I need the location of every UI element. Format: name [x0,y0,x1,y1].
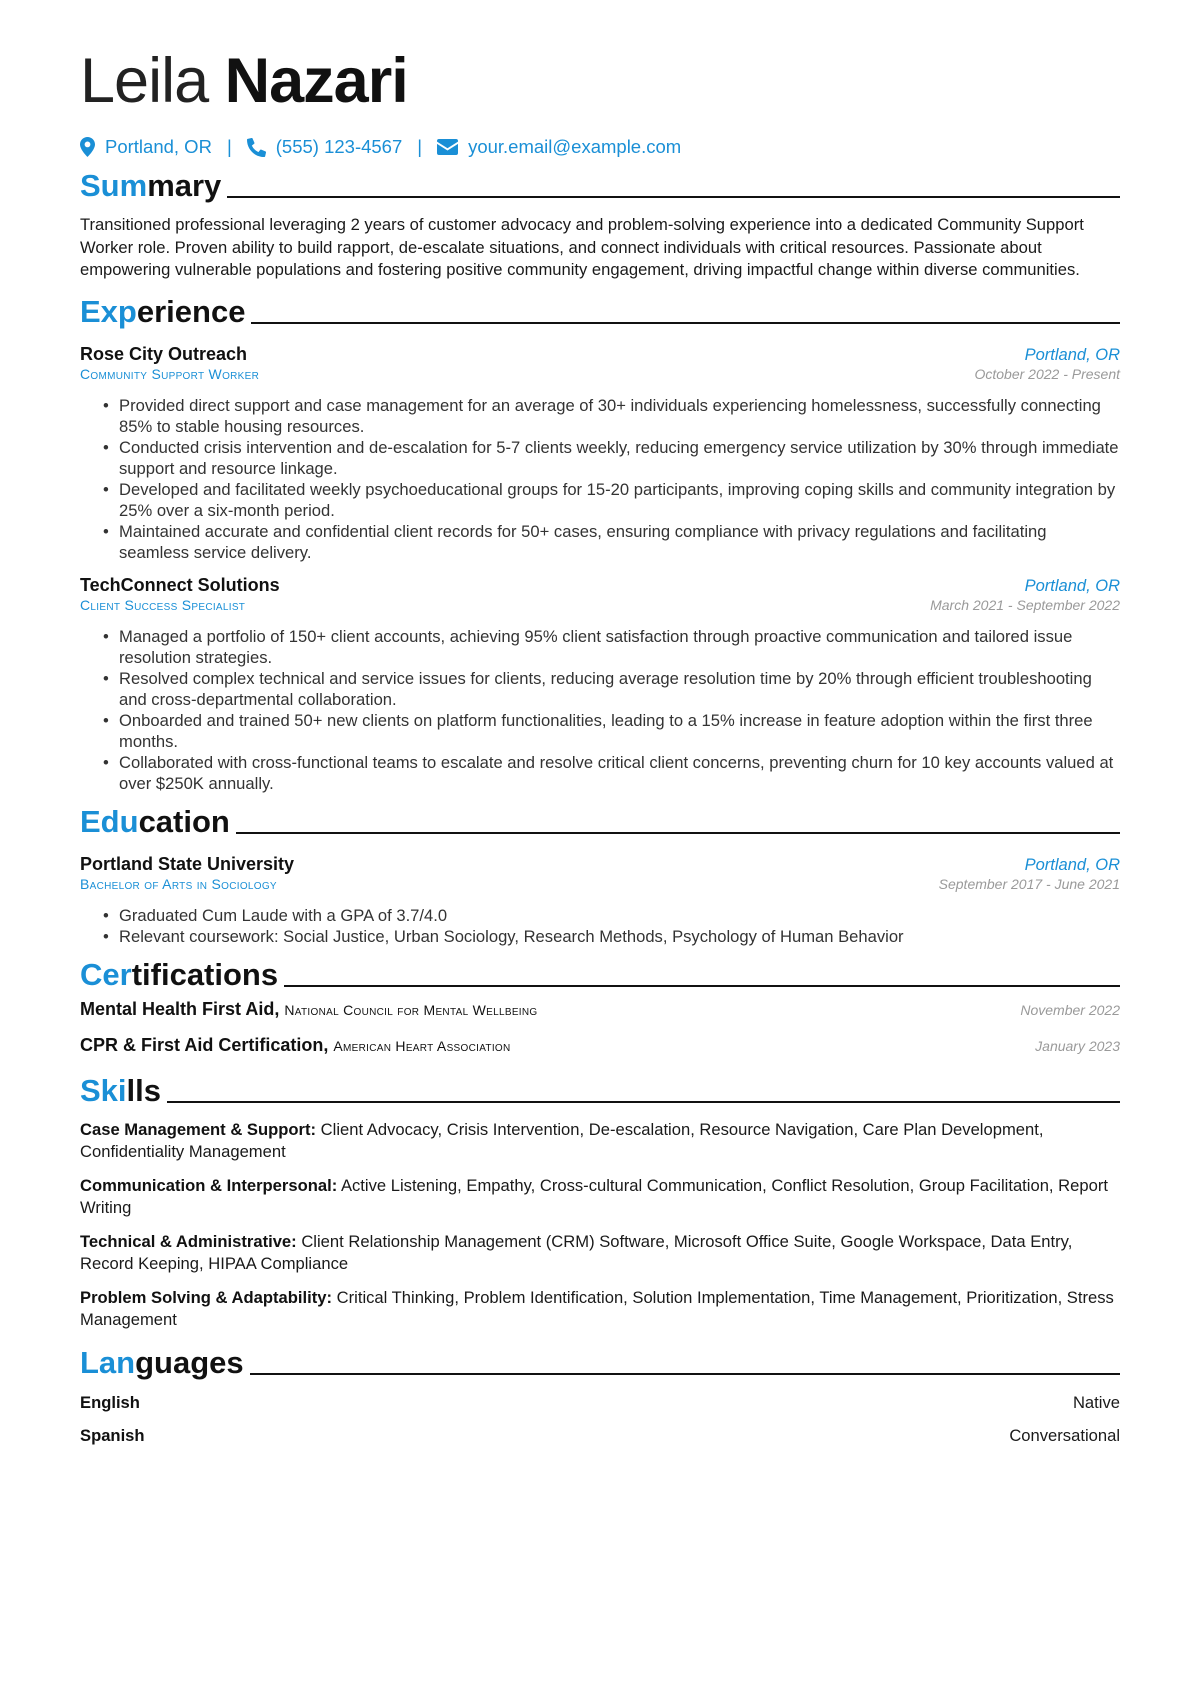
contact-separator: | [226,136,232,157]
skill-group [80,1231,1120,1276]
language-name: English [80,1393,140,1412]
entry-location: Portland, OR [1024,855,1120,874]
section-rule [284,985,1120,987]
section-title-rest: erience [136,293,246,329]
section-title [80,294,245,330]
section-title-rest: cation [138,803,230,839]
section-title-rest: lls [126,1072,161,1108]
summary-text: Transitioned professional leveraging 2 years of customer advocacy and problem-solving experience into a dedicated Community Support Worker role. Proven ability to build rapport, de-escalate situations, and connect individuals with critical resources. Passionate about empowering vulnerable populations and fostering positive community engagement, driving impactful change within diverse communities. [80,215,1084,279]
envelope-icon [437,139,458,155]
contact-email[interactable] [437,136,681,158]
certification-issuer: American Heart Association [333,1037,511,1054]
skill-group [80,1175,1120,1220]
achievement-list [80,395,1120,563]
section-heading-certifications [80,955,1120,993]
certification-item [80,999,1120,1035]
skill-category: Communication & Interpersonal: [80,1175,338,1195]
section-rule [251,322,1120,324]
section-title-rest: mary [147,168,222,203]
section-heading-languages [80,1343,1120,1381]
section-title-accent: Cer [80,956,132,992]
contact-separator: | [417,136,423,157]
section-title [80,957,278,993]
list-item: • Collaborated with cross-functional teams to escalate and resolve critical client concerns, preventing churn for 10 key accounts valued at over $250K annually. [80,752,1120,794]
section-title-accent: Edu [80,803,139,839]
section-heading-education [80,802,1120,840]
list-item: • Developed and facilitated weekly psychoeducational groups for 15-20 participants, improving coping skills and community integration by 25% over a six-month period. [80,479,1120,521]
certification-name: Mental Health First Aid [80,998,275,1019]
education-details [80,905,1120,947]
list-item: • Resolved complex technical and service issues for clients, reducing average resolution time by 20% through efficient troubleshooting and cross-departmental collaboration. [80,668,1120,710]
language-item [80,1387,1120,1420]
skill-category: Technical & Administrative: [80,1231,297,1251]
section-title-rest: guages [135,1344,244,1380]
first-name: Leila [80,46,209,116]
contact-bar [80,134,1120,160]
certification-date: November 2022 [1020,1001,1120,1018]
entry-subheader [80,876,1120,892]
skills-list [80,1119,1120,1332]
section-rule [167,1101,1120,1103]
entry-dates: September 2017 - June 2021 [938,875,1120,892]
certification-comma: , [274,998,285,1019]
section-title [80,804,230,840]
list-item: • Maintained accurate and confidential client records for 50+ cases, ensuring compliance with privacy regulations and facilitating seamless service delivery. [80,521,1120,563]
map-pin-icon [80,137,95,157]
skill-values: Active Listening, Empathy, Cross-cultural Communication, Conflict Resolution, Group Facilitation, Report Writing [80,1175,1108,1217]
list-item: • Conducted crisis intervention and de-escalation for 5-7 clients weekly, reducing emergency service utilization by 30% through immediate support and resource linkage. [80,437,1120,479]
job-title: Community Support Worker [80,365,260,382]
entry-subheader [80,597,1120,613]
section-heading-summary [80,166,1120,204]
phone-icon [247,138,266,157]
language-level: Conversational [1009,1426,1120,1445]
section-title-accent: Ski [80,1072,127,1108]
entry-dates: March 2021 - September 2022 [930,596,1120,613]
skill-values: Critical Thinking, Problem Identification, Solution Implementation, Time Management, Prioritization, Stress Management [80,1287,1114,1329]
entry-header [80,575,1120,596]
section-title-accent: Lan [80,1344,136,1380]
degree: Bachelor of Arts in Sociology [80,875,277,892]
last-name: Nazari [224,46,408,116]
entry-location: Portland, OR [1024,345,1120,364]
section-heading-experience [80,292,1120,330]
list-item: • Managed a portfolio of 150+ client accounts, achieving 95% client satisfaction through proactive communication and tailored issue resolution strategies. [80,626,1120,668]
list-item: • Graduated Cum Laude with a GPA of 3.7/4.0 [80,905,1120,926]
section-title-rest: tifications [131,956,279,992]
certification-item [80,1035,1120,1071]
language-item [80,1420,1120,1453]
candidate-name [80,42,1120,120]
section-rule [250,1373,1120,1375]
contact-phone[interactable] [247,136,403,158]
list-item: • Onboarded and trained 50+ new clients on platform functionalities, leading to a 15% increase in feature adoption within the first three months. [80,710,1120,752]
section-title [80,1073,161,1109]
phone-text[interactable]: (555) 123-4567 [275,136,403,157]
section-title-accent: Exp [80,293,137,329]
entry-header [80,854,1120,875]
job-title: Client Success Specialist [80,596,246,613]
entry-location: Portland, OR [1024,576,1120,595]
resume-page [80,42,1120,1453]
skill-category: Problem Solving & Adaptability: [80,1287,333,1307]
skill-group [80,1119,1120,1164]
skill-values: Client Relationship Management (CRM) Software, Microsoft Office Suite, Google Workspace, Data Entry, Record Keeping, HIPAA Compliance [80,1231,1073,1273]
section-title [80,1345,244,1381]
certification-comma: , [323,1034,334,1055]
certification-date: January 2023 [1035,1037,1120,1054]
skill-values: Client Advocacy, Crisis Intervention, De-escalation, Resource Navigation, Care Plan Development, Confidentiality Management [80,1119,1044,1161]
section-title [80,168,221,204]
certification-name: CPR & First Aid Certification [80,1034,324,1055]
certification-issuer: National Council for Mental Wellbeing [284,1001,538,1018]
section-rule [227,196,1120,198]
language-name: Spanish [80,1426,145,1445]
language-level: Native [1072,1393,1120,1412]
achievement-list [80,626,1120,794]
list-item: • Provided direct support and case management for an average of 30+ individuals experiencing homelessness, successfully connecting 85% to stable housing resources. [80,395,1120,437]
section-title-accent: Sum [80,168,148,203]
contact-location [80,136,212,158]
education-entry [80,854,1120,947]
school-name: Portland State University [80,853,295,874]
email-link[interactable]: your.email@example.com [468,136,682,157]
entry-dates: October 2022 - Present [974,365,1120,382]
organization-name: Rose City Outreach [80,343,248,364]
experience-entry [80,344,1120,563]
entry-subheader [80,366,1120,382]
section-heading-skills [80,1071,1120,1109]
experience-entry [80,575,1120,794]
language-list [80,1387,1120,1453]
list-item: • Relevant coursework: Social Justice, Urban Sociology, Research Methods, Psychology of Human Behavior [80,926,1120,947]
section-rule [236,832,1120,834]
entry-header [80,344,1120,365]
skill-category: Case Management & Support: [80,1119,317,1139]
organization-name: TechConnect Solutions [80,574,280,595]
certification-list [80,999,1120,1071]
location-text: Portland, OR [105,136,212,157]
skill-group [80,1287,1120,1332]
